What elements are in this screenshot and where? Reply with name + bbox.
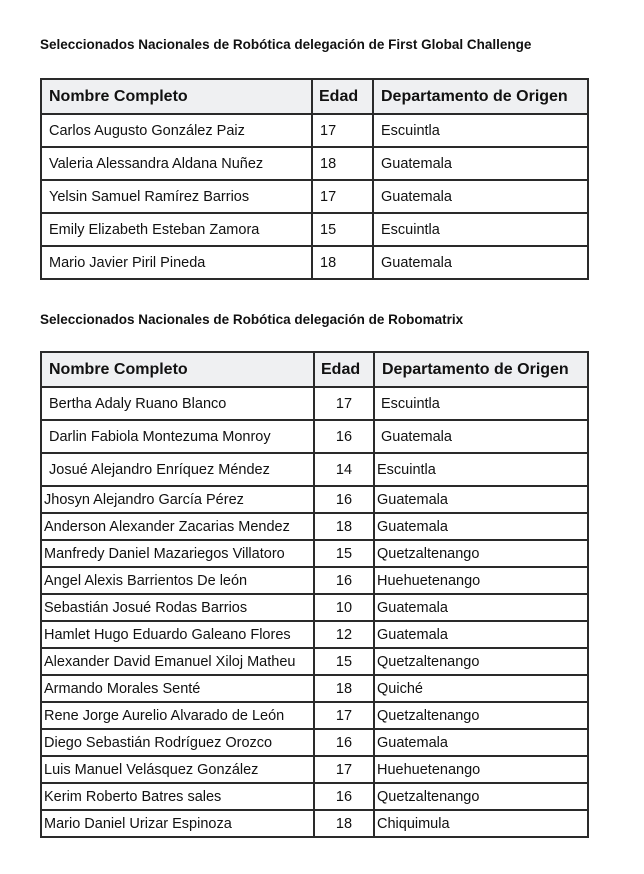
table-row bbox=[41, 567, 588, 594]
cell-age: 18 bbox=[314, 513, 374, 540]
cell-department: Escuintla bbox=[373, 213, 588, 246]
robomatrix-table bbox=[40, 351, 589, 838]
table-row bbox=[41, 810, 588, 837]
cell-name: Hamlet Hugo Eduardo Galeano Flores bbox=[41, 621, 314, 648]
cell-age: 17 bbox=[314, 387, 374, 420]
cell-name: Mario Javier Piril Pineda bbox=[41, 246, 312, 279]
cell-name: Emily Elizabeth Esteban Zamora bbox=[41, 213, 312, 246]
cell-name: Manfredy Daniel Mazariegos Villatoro bbox=[41, 540, 314, 567]
cell-age: 18 bbox=[312, 147, 373, 180]
table-header-row bbox=[41, 352, 588, 387]
cell-age: 18 bbox=[314, 675, 374, 702]
cell-name: Yelsin Samuel Ramírez Barrios bbox=[41, 180, 312, 213]
cell-age: 14 bbox=[314, 453, 374, 486]
table-row bbox=[41, 675, 588, 702]
cell-name: Sebastián Josué Rodas Barrios bbox=[41, 594, 314, 621]
cell-age: 10 bbox=[314, 594, 374, 621]
table-row bbox=[41, 246, 588, 279]
table-row bbox=[41, 147, 588, 180]
cell-age: 16 bbox=[314, 567, 374, 594]
table-row bbox=[41, 756, 588, 783]
cell-department: Guatemala bbox=[374, 486, 588, 513]
cell-department: Quetzaltenango bbox=[374, 540, 588, 567]
table-row bbox=[41, 621, 588, 648]
first-global-table bbox=[40, 78, 589, 280]
table-row bbox=[41, 486, 588, 513]
table-row bbox=[41, 420, 588, 453]
table-row bbox=[41, 453, 588, 486]
table-row bbox=[41, 594, 588, 621]
cell-name: Carlos Augusto González Paiz bbox=[41, 114, 312, 147]
cell-department: Huehuetenango bbox=[374, 756, 588, 783]
cell-name: Kerim Roberto Batres sales bbox=[41, 783, 314, 810]
table-row bbox=[41, 648, 588, 675]
table-row bbox=[41, 180, 588, 213]
cell-age: 12 bbox=[314, 621, 374, 648]
column-header-department: Departamento de Origen bbox=[373, 79, 588, 114]
cell-age: 17 bbox=[312, 180, 373, 213]
cell-department: Guatemala bbox=[374, 729, 588, 756]
cell-department: Escuintla bbox=[374, 387, 588, 420]
cell-age: 18 bbox=[312, 246, 373, 279]
cell-department: Escuintla bbox=[374, 453, 588, 486]
cell-age: 16 bbox=[314, 783, 374, 810]
column-header-age: Edad bbox=[312, 79, 373, 114]
table-row bbox=[41, 387, 588, 420]
cell-department: Guatemala bbox=[374, 594, 588, 621]
cell-name: Bertha Adaly Ruano Blanco bbox=[41, 387, 314, 420]
section-title-robomatrix: Seleccionados Nacionales de Robótica delegación de Robomatrix bbox=[40, 312, 464, 327]
cell-name: Alexander David Emanuel Xiloj Matheu bbox=[41, 648, 314, 675]
column-header-age: Edad bbox=[314, 352, 374, 387]
cell-name: Valeria Alessandra Aldana Nuñez bbox=[41, 147, 312, 180]
table-row bbox=[41, 783, 588, 810]
cell-department: Guatemala bbox=[373, 180, 588, 213]
cell-name: Darlin Fabiola Montezuma Monroy bbox=[41, 420, 314, 453]
cell-department: Huehuetenango bbox=[374, 567, 588, 594]
cell-department: Quiché bbox=[374, 675, 588, 702]
column-header-department: Departamento de Origen bbox=[374, 352, 588, 387]
cell-name: Jhosyn Alejandro García Pérez bbox=[41, 486, 314, 513]
cell-age: 15 bbox=[314, 648, 374, 675]
cell-department: Quetzaltenango bbox=[374, 702, 588, 729]
cell-department: Escuintla bbox=[373, 114, 588, 147]
cell-name: Angel Alexis Barrientos De león bbox=[41, 567, 314, 594]
table-row bbox=[41, 540, 588, 567]
cell-age: 18 bbox=[314, 810, 374, 837]
cell-age: 17 bbox=[312, 114, 373, 147]
cell-age: 15 bbox=[314, 540, 374, 567]
table-header-row bbox=[41, 79, 588, 114]
cell-age: 15 bbox=[312, 213, 373, 246]
cell-department: Quetzaltenango bbox=[374, 783, 588, 810]
cell-department: Guatemala bbox=[373, 246, 588, 279]
cell-department: Guatemala bbox=[373, 147, 588, 180]
cell-age: 16 bbox=[314, 486, 374, 513]
cell-department: Chiquimula bbox=[374, 810, 588, 837]
cell-department: Guatemala bbox=[374, 513, 588, 540]
cell-age: 16 bbox=[314, 729, 374, 756]
table-row bbox=[41, 702, 588, 729]
cell-name: Anderson Alexander Zacarias Mendez bbox=[41, 513, 314, 540]
cell-department: Guatemala bbox=[374, 621, 588, 648]
cell-age: 16 bbox=[314, 420, 374, 453]
cell-department: Quetzaltenango bbox=[374, 648, 588, 675]
section-title-first-global: Seleccionados Nacionales de Robótica delegación de First Global Challenge bbox=[40, 37, 532, 52]
cell-name: Armando Morales Senté bbox=[41, 675, 314, 702]
cell-name: Diego Sebastián Rodríguez Orozco bbox=[41, 729, 314, 756]
cell-name: Luis Manuel Velásquez González bbox=[41, 756, 314, 783]
cell-name: Josué Alejandro Enríquez Méndez bbox=[41, 453, 314, 486]
column-header-name: Nombre Completo bbox=[41, 352, 314, 387]
table-row bbox=[41, 729, 588, 756]
cell-name: Mario Daniel Urizar Espinoza bbox=[41, 810, 314, 837]
cell-name: Rene Jorge Aurelio Alvarado de León bbox=[41, 702, 314, 729]
table-row bbox=[41, 114, 588, 147]
cell-age: 17 bbox=[314, 702, 374, 729]
cell-department: Guatemala bbox=[374, 420, 588, 453]
table-row bbox=[41, 513, 588, 540]
cell-age: 17 bbox=[314, 756, 374, 783]
table-row bbox=[41, 213, 588, 246]
column-header-name: Nombre Completo bbox=[41, 79, 312, 114]
